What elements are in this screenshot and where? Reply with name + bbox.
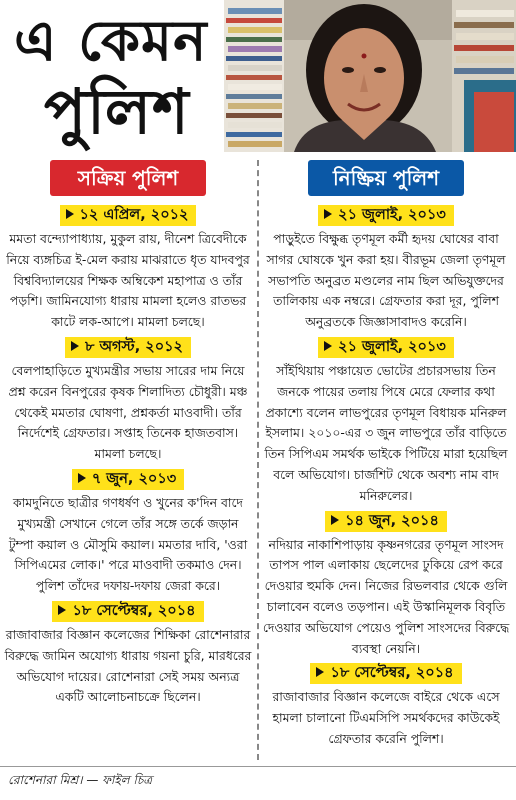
headline-line-2: পুলিশ xyxy=(44,75,190,148)
date-tag: ১৪ জুন, ২০১৪ xyxy=(325,511,447,532)
photo-illustration xyxy=(224,0,516,152)
arrow-right-icon xyxy=(78,473,86,483)
date-tag: ৮ অগস্ট, ২০১২ xyxy=(65,337,191,358)
date-tag: ১৮ সেপ্টেম্বর, ২০১৪ xyxy=(310,663,461,684)
arrow-right-icon xyxy=(71,341,79,351)
arrow-right-icon xyxy=(331,515,339,525)
arrow-right-icon xyxy=(324,341,332,351)
caption-rule xyxy=(0,766,516,767)
date-tag: ১২ এপ্রিল, ২০১২ xyxy=(60,205,197,226)
entry-text: রাজাবাজার বিজ্ঞান কলেজের শিক্ষিকা রোশেনারার বিরুদ্ধে জামিন অযোগ্য ধারায় গয়না চুরি, মারধরের অভিযোগ দায়ের। রোশেনারা সেই সময় অন্যত্র একটি আলোচনাচক্রে ছিলেন। xyxy=(4,626,252,705)
active-police-heading: সক্রিয় পুলিশ xyxy=(50,160,206,196)
column-divider xyxy=(257,160,259,760)
date-tag: ৭ জুন, ২০১৩ xyxy=(72,469,184,490)
inactive-police-heading: নিষ্ক্রিয় পুলিশ xyxy=(308,160,464,196)
entry-text: রাজাবাজার বিজ্ঞান কলেজে বাইরে থেকে এসে হামলা চালানো টিএমসিপি সমর্থকদের কাউকেই গ্রেফতার করেনি পুলিশ। xyxy=(272,689,500,746)
headline-line-1: এ কেমন xyxy=(14,8,208,74)
arrow-right-icon xyxy=(316,667,324,677)
date-tag: ২১ জুলাই, ২০১৩ xyxy=(318,337,454,358)
photo-roshenara xyxy=(224,0,516,152)
entry-text: কামদুনিতে ছাত্রীর গণধর্ষণ ও খুনের ক'দিন বাদে মুখ্যমন্ত্রী সেখানে গেলে তাঁর সঙ্গে তর্কে জড়ান টুম্পা কয়াল ও মৌসুমি কয়াল। মমতার দাবি, 'ওরা সিপিএমের লোক।' পরে মাওবাদী তকমাও দেন। পুলিশ তাঁদের দফায়-দফায় জেরা করে। xyxy=(8,494,248,594)
header xyxy=(0,0,516,152)
date-tag: ১৮ সেপ্টেম্বর, ২০১৪ xyxy=(52,601,203,622)
arrow-right-icon xyxy=(66,209,74,219)
entry-text: পাড়ুইতে বিক্ষুব্ধ তৃণমূল কর্মী হৃদয় ঘোষের বাবা সাগর ঘোষকে খুন করা হয়। বীরভূম জেলা তৃণমূল সভাপতি অনুব্রত মণ্ডলের নাম ছিল অভিযুক্তদের তালিকায় এক নম্বরে। গ্রেফতার করা দূর, পুলিশ অনুব্রতকে জিজ্ঞাসাবাদও করেনি। xyxy=(266,231,506,330)
entry-text: মমতা বন্দ্যোপাধ্যায়, মুকুল রায়, দীনেশ ত্রিবেদীকে নিয়ে ব্যঙ্গচিত্র ই-মেল করায় মাঝরাতে ধৃত যাদবপুর বিশ্ববিদ্যালয়ের শিক্ষক অম্বিকেশ মহাপাত্র ও তাঁর পড়শি। জামিনযোগ্য ধারায় মামলা হলেও রাতভর কাটে লক-আপে। মামলা চলছে। xyxy=(6,231,250,330)
inactive-police-column xyxy=(262,160,510,753)
arrow-right-icon xyxy=(58,605,66,615)
arrow-right-icon xyxy=(324,209,332,219)
date-tag: ২১ জুলাই, ২০১৩ xyxy=(318,205,454,226)
entry-text: সাঁইথিয়ায় পঞ্চায়েত ভোটের প্রচারসভায় তিন জনকে পায়ের তলায় পিষে মেরে ফেলার কথা প্রকাশ্যে বলেন লাভপুরের তৃণমূল বিধায়ক মনিরুল ইসলাম। ২০১০-এর ৩ জুন লাভপুরে তাঁর বাড়িতে তিন সিপিএম সমর্থক ভাইকে পিটিয়ে মারা হয়েছিল বলে অভিযোগ। চার্জশিট থেকে অবশ্য নাম বাদ মনিরুলের। xyxy=(264,362,508,503)
entry-text: বেলপাহাড়িতে মুখ্যমন্ত্রীর সভায় সারের দাম নিয়ে প্রশ্ন করেন বিনপুরের কৃষক শিলাদিত্য চৌধুরী। মঞ্চ থেকেই মমতার ঘোষণা, প্রশ্নকর্তা মাওবাদী। তাঁর নির্দেশেই গ্রেফতার। সপ্তাহ তিনেক হাজতবাস। মামলা চলছে। xyxy=(8,362,248,462)
entry-text: নদিয়ার নাকাশিপাড়ায় কৃষ্ণনগরের তৃণমূল সাংসদ তাপস পাল এলাকায় ছেলেদের ঢুকিয়ে রেপ করে দেওয়ার হুমকি দেন। নিজের রিভলবার থেকে গুলি চালাবেন বলেও তড়পান। এই উস্কানিমূলক বিবৃতি দেওয়ার অভিযোগ পেয়েও পুলিশ সাংসদের বিরুদ্ধে ব্যবস্থা নেয়নি। xyxy=(262,536,510,656)
active-police-column xyxy=(4,160,252,711)
photo-caption: রোশেনারা মিশ্র। — ফাইল চিত্র xyxy=(8,773,153,787)
